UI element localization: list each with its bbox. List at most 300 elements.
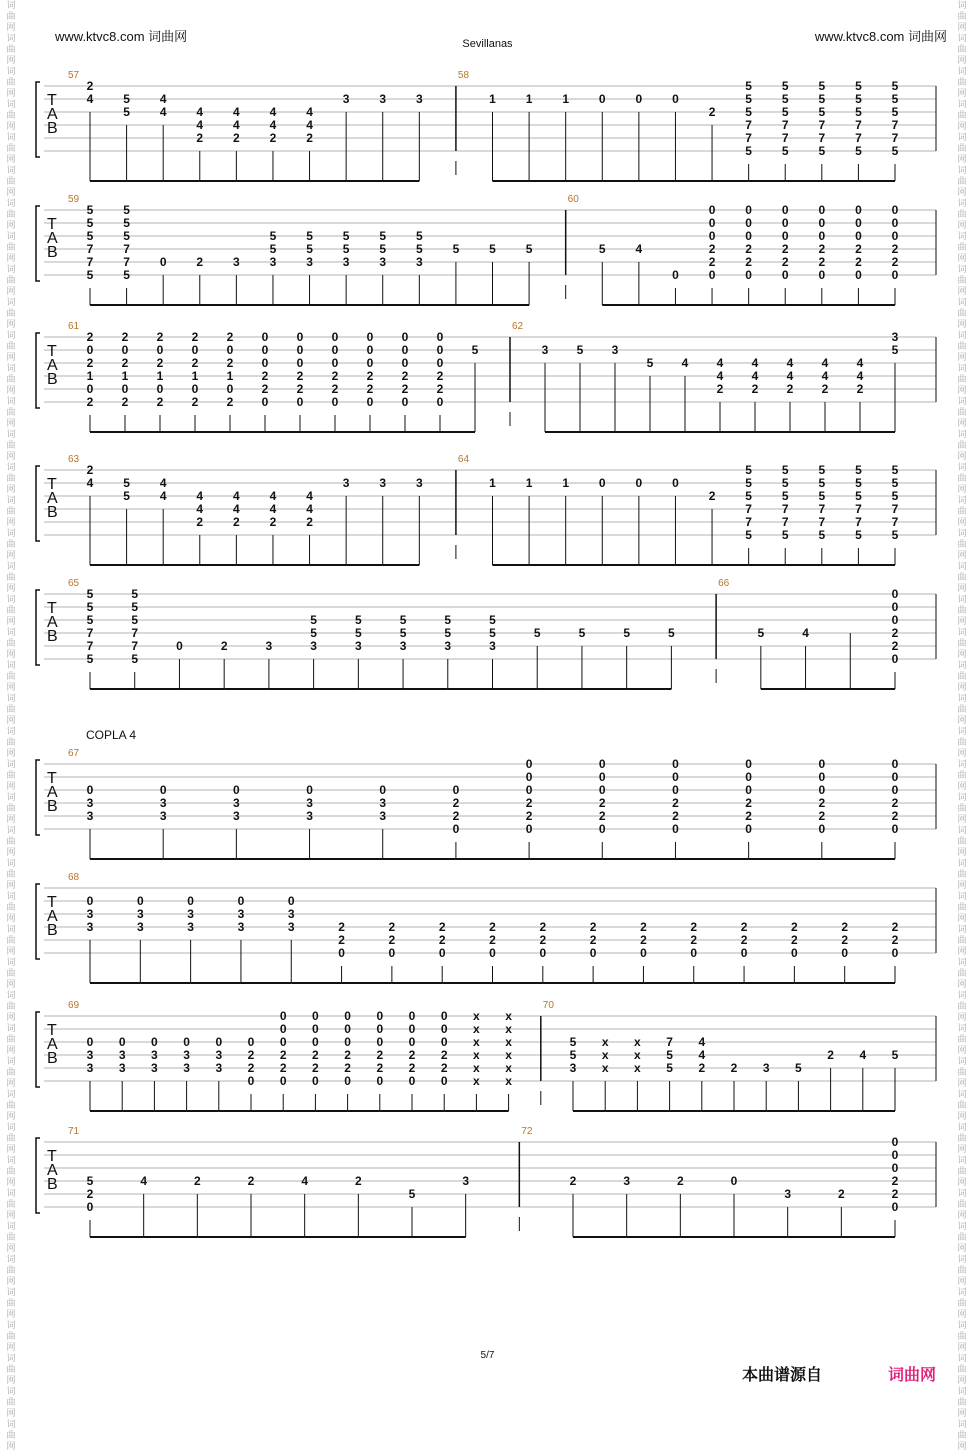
fret-number: 3 bbox=[237, 907, 245, 921]
fret-number: 4 bbox=[196, 502, 204, 516]
fret-number: 5 bbox=[354, 626, 362, 640]
fret-number: 5 bbox=[855, 463, 862, 477]
fret-number: 5 bbox=[818, 79, 826, 93]
fret-number: 2 bbox=[366, 382, 374, 396]
tab-clef-letter: A bbox=[47, 230, 58, 247]
fret-number: 2 bbox=[86, 79, 94, 93]
fret-number: 5 bbox=[757, 626, 765, 640]
fret-number: 0 bbox=[891, 229, 899, 243]
fret-number: 0 bbox=[191, 343, 199, 357]
fret-number: 5 bbox=[408, 1187, 416, 1201]
fret-number: 3 bbox=[762, 1061, 770, 1075]
fret-number: x bbox=[505, 1022, 512, 1036]
fret-number: 2 bbox=[791, 920, 798, 934]
fret-number: 5 bbox=[86, 268, 94, 282]
fret-number: 0 bbox=[640, 946, 647, 960]
tab-clef-letter: A bbox=[47, 357, 58, 374]
fret-number: 5 bbox=[86, 587, 94, 601]
fret-number: 3 bbox=[623, 1174, 631, 1188]
fret-number: 4 bbox=[269, 105, 277, 119]
fret-number: 3 bbox=[342, 255, 350, 269]
fret-number: 0 bbox=[226, 382, 234, 396]
fret-number: 0 bbox=[891, 1148, 899, 1162]
fret-number: 0 bbox=[740, 946, 748, 960]
fret-number: 5 bbox=[86, 203, 94, 217]
fret-number: 2 bbox=[891, 809, 899, 823]
fret-number: 2 bbox=[376, 1061, 384, 1075]
fret-number: 2 bbox=[452, 809, 460, 823]
measure-number: 57 bbox=[68, 70, 80, 81]
fret-number: 2 bbox=[569, 1174, 577, 1188]
fret-number: 0 bbox=[708, 268, 716, 282]
fret-number: 3 bbox=[151, 1061, 158, 1075]
fret-number: 3 bbox=[233, 809, 240, 823]
fret-number: 2 bbox=[745, 796, 752, 810]
fret-number: 0 bbox=[376, 1035, 384, 1049]
fret-number: 3 bbox=[891, 330, 899, 344]
fret-number: 2 bbox=[525, 809, 533, 823]
fret-number: 5 bbox=[818, 144, 826, 158]
fret-number: 0 bbox=[891, 1200, 899, 1214]
tab-clef-letter: B bbox=[47, 1050, 58, 1067]
fret-number: 0 bbox=[401, 395, 409, 409]
fret-number: 5 bbox=[745, 105, 752, 119]
fret-number: 5 bbox=[781, 463, 789, 477]
tab-clef-letter: T bbox=[47, 770, 57, 787]
fret-number: 0 bbox=[589, 946, 597, 960]
fret-number: 2 bbox=[296, 369, 304, 383]
fret-number: 5 bbox=[781, 476, 789, 490]
fret-number: 0 bbox=[745, 268, 752, 282]
fret-number: 5 bbox=[489, 242, 496, 256]
fret-number: 2 bbox=[121, 395, 129, 409]
fret-number: 5 bbox=[891, 92, 899, 106]
fret-number: 7 bbox=[891, 118, 899, 132]
fret-number: x bbox=[634, 1048, 641, 1062]
fret-number: 5 bbox=[855, 528, 862, 542]
fret-number: 0 bbox=[408, 1074, 416, 1088]
fret-number: 0 bbox=[745, 757, 752, 771]
fret-number: 0 bbox=[136, 894, 144, 908]
fret-number: 0 bbox=[440, 1074, 448, 1088]
fret-number: 4 bbox=[233, 105, 240, 119]
measure-number: 60 bbox=[567, 194, 579, 205]
fret-number: 4 bbox=[159, 105, 167, 119]
fret-number: 0 bbox=[436, 395, 444, 409]
fret-number: 0 bbox=[855, 268, 862, 282]
fret-number: 2 bbox=[338, 920, 345, 934]
fret-number: x bbox=[473, 1022, 480, 1036]
fret-number: 3 bbox=[342, 476, 350, 490]
tab-clef-letter: A bbox=[47, 908, 58, 925]
fret-number: 4 bbox=[821, 369, 829, 383]
fret-number: 0 bbox=[891, 652, 899, 666]
fret-number: 0 bbox=[891, 822, 899, 836]
fret-number: 0 bbox=[745, 783, 752, 797]
fret-number: 5 bbox=[818, 528, 826, 542]
fret-number: 0 bbox=[408, 1022, 416, 1036]
fret-number: 3 bbox=[118, 1048, 126, 1062]
fret-number: 3 bbox=[379, 476, 387, 490]
fret-number: 0 bbox=[672, 822, 679, 836]
fret-number: 0 bbox=[191, 382, 199, 396]
fret-number: 5 bbox=[818, 476, 826, 490]
fret-number: 0 bbox=[408, 1009, 416, 1023]
fret-number: 5 bbox=[123, 92, 130, 106]
fret-number: 2 bbox=[781, 255, 789, 269]
fret-number: 2 bbox=[312, 1061, 319, 1075]
fret-number: 2 bbox=[191, 395, 199, 409]
fret-number: 2 bbox=[672, 796, 679, 810]
fret-number: 5 bbox=[123, 105, 130, 119]
fret-number: 0 bbox=[344, 1022, 351, 1036]
fret-number: 4 bbox=[196, 489, 204, 503]
fret-number: 2 bbox=[676, 1174, 684, 1188]
fret-number: 3 bbox=[379, 255, 387, 269]
fret-number: 5 bbox=[891, 463, 899, 477]
fret-number: 2 bbox=[226, 395, 234, 409]
fret-number: 4 bbox=[802, 626, 809, 640]
fret-number: 5 bbox=[306, 229, 313, 243]
fret-number: 0 bbox=[855, 216, 862, 230]
fret-number: 2 bbox=[247, 1061, 255, 1075]
fret-number: 2 bbox=[539, 920, 547, 934]
fret-number: 4 bbox=[269, 489, 277, 503]
fret-number: 5 bbox=[131, 652, 139, 666]
fret-number: 3 bbox=[187, 907, 194, 921]
fret-number: 2 bbox=[331, 369, 339, 383]
fret-number: 0 bbox=[376, 1074, 384, 1088]
fret-number: 2 bbox=[821, 382, 829, 396]
fret-number: 0 bbox=[86, 343, 94, 357]
fret-number: 0 bbox=[635, 92, 643, 106]
fret-number: 7 bbox=[818, 515, 826, 529]
fret-number: 5 bbox=[306, 242, 313, 256]
fret-number: 3 bbox=[462, 1174, 470, 1188]
fret-number: 0 bbox=[436, 356, 444, 370]
fret-number: 5 bbox=[444, 626, 452, 640]
fret-number: 7 bbox=[818, 502, 826, 516]
fret-number: 7 bbox=[781, 131, 789, 145]
fret-number: 5 bbox=[666, 1048, 673, 1062]
fret-number: 0 bbox=[366, 330, 374, 344]
fret-number: 0 bbox=[598, 476, 606, 490]
fret-number: 3 bbox=[187, 920, 194, 934]
fret-number: 0 bbox=[401, 343, 409, 357]
fret-number: 0 bbox=[489, 946, 496, 960]
fret-number: 3 bbox=[287, 920, 295, 934]
fret-number: 2 bbox=[436, 369, 444, 383]
fret-number: 3 bbox=[306, 255, 313, 269]
fret-number: 3 bbox=[306, 796, 313, 810]
fret-number: 3 bbox=[183, 1061, 190, 1075]
tab-clef-letter: A bbox=[47, 1036, 58, 1053]
fret-number: 0 bbox=[818, 783, 826, 797]
system-bracket bbox=[36, 760, 40, 835]
watermark-right: 词曲网词曲网词曲网词曲网词曲网词曲网词曲网词曲网词曲网词曲网词曲网词曲网词曲网词曲网词曲网词曲网词曲网词曲网词曲网词曲网词曲网词曲网词曲网词曲网词曲网词曲网词曲网词曲网词曲网词曲网词曲网词曲网词曲网词曲网词曲网词曲网词曲网词曲网词曲网词曲网词曲网词曲网词曲网词曲网 bbox=[957, 0, 967, 1451]
fret-number: 3 bbox=[287, 907, 295, 921]
fret-number: 2 bbox=[640, 933, 647, 947]
fret-number: 0 bbox=[344, 1009, 351, 1023]
fret-number: 0 bbox=[86, 783, 94, 797]
fret-number: 3 bbox=[415, 92, 423, 106]
fret-number: 0 bbox=[344, 1035, 351, 1049]
fret-number: 4 bbox=[306, 105, 313, 119]
fret-number: 2 bbox=[279, 1061, 287, 1075]
fret-number: 2 bbox=[891, 639, 899, 653]
fret-number: 0 bbox=[818, 216, 826, 230]
fret-number: 0 bbox=[215, 1035, 223, 1049]
fret-number: 3 bbox=[233, 796, 240, 810]
fret-number: 0 bbox=[672, 476, 679, 490]
fret-number: 1 bbox=[156, 369, 164, 383]
fret-number: 5 bbox=[781, 92, 789, 106]
fret-number: x bbox=[634, 1035, 641, 1049]
tab-clef-letter: T bbox=[47, 600, 57, 617]
fret-number: 2 bbox=[841, 933, 849, 947]
fret-number: 2 bbox=[827, 1048, 834, 1062]
fret-number: 0 bbox=[86, 1200, 94, 1214]
fret-number: 2 bbox=[366, 369, 374, 383]
fret-number: 4 bbox=[716, 369, 724, 383]
fret-number: 0 bbox=[121, 382, 129, 396]
fret-number: 0 bbox=[233, 783, 240, 797]
fret-number: 3 bbox=[310, 639, 317, 653]
fret-number: 3 bbox=[399, 639, 407, 653]
fret-number: 3 bbox=[415, 476, 423, 490]
fret-number: 5 bbox=[379, 242, 387, 256]
fret-number: 4 bbox=[681, 356, 689, 370]
fret-number: 0 bbox=[672, 757, 679, 771]
fret-number: 0 bbox=[261, 330, 269, 344]
fret-number: 0 bbox=[745, 216, 752, 230]
fret-number: 5 bbox=[891, 105, 899, 119]
watermark-left: 词曲网词曲网词曲网词曲网词曲网词曲网词曲网词曲网词曲网词曲网词曲网词曲网词曲网词曲网词曲网词曲网词曲网词曲网词曲网词曲网词曲网词曲网词曲网词曲网词曲网词曲网词曲网词曲网词曲网词曲网词曲网词曲网词曲网词曲网词曲网词曲网词曲网词曲网词曲网词曲网词曲网词曲网词曲网词曲网 bbox=[6, 0, 16, 1451]
system-bracket bbox=[36, 884, 40, 959]
fret-number: 2 bbox=[408, 1048, 416, 1062]
fret-number: 5 bbox=[489, 626, 496, 640]
fret-number: 2 bbox=[247, 1174, 255, 1188]
fret-number: 5 bbox=[444, 613, 452, 627]
fret-number: 0 bbox=[121, 343, 129, 357]
fret-number: 5 bbox=[342, 242, 350, 256]
fret-number: 2 bbox=[196, 131, 204, 145]
fret-number: 5 bbox=[578, 626, 586, 640]
fret-number: 4 bbox=[140, 1174, 148, 1188]
fret-number: 5 bbox=[745, 463, 752, 477]
fret-number: 4 bbox=[751, 356, 759, 370]
fret-number: 7 bbox=[86, 639, 94, 653]
fret-number: 0 bbox=[525, 757, 533, 771]
fret-number: 5 bbox=[855, 144, 862, 158]
fret-number: 2 bbox=[598, 796, 606, 810]
fret-number: 5 bbox=[415, 229, 423, 243]
system-bracket bbox=[36, 1012, 40, 1087]
fret-number: 2 bbox=[452, 796, 460, 810]
fret-number: 2 bbox=[818, 809, 826, 823]
fret-number: 5 bbox=[569, 1048, 577, 1062]
fret-number: 0 bbox=[635, 476, 643, 490]
fret-number: 3 bbox=[86, 1061, 94, 1075]
fret-number: 4 bbox=[698, 1048, 706, 1062]
fret-number: 2 bbox=[408, 1061, 416, 1075]
fret-number: 3 bbox=[306, 809, 313, 823]
fret-number: 0 bbox=[312, 1022, 319, 1036]
fret-number: 2 bbox=[261, 369, 269, 383]
fret-number: 2 bbox=[401, 382, 409, 396]
fret-number: 3 bbox=[611, 343, 619, 357]
fret-number: 0 bbox=[261, 343, 269, 357]
fret-number: 0 bbox=[388, 946, 396, 960]
fret-number: 4 bbox=[196, 118, 204, 132]
fret-number: 2 bbox=[338, 933, 345, 947]
fret-number: 0 bbox=[745, 229, 752, 243]
fret-number: 2 bbox=[438, 933, 446, 947]
fret-number: 5 bbox=[781, 79, 789, 93]
site-header-left: www.ktvc8.com 词曲网 bbox=[55, 29, 188, 44]
fret-number: 0 bbox=[279, 1022, 287, 1036]
fret-number: 2 bbox=[786, 382, 794, 396]
song-title: Sevillanas bbox=[462, 38, 513, 50]
fret-number: 1 bbox=[562, 476, 570, 490]
fret-number: 5 bbox=[666, 1061, 673, 1075]
fret-number: 0 bbox=[331, 330, 339, 344]
fret-number: 0 bbox=[296, 395, 304, 409]
fret-number: 5 bbox=[781, 144, 789, 158]
fret-number: 2 bbox=[708, 255, 716, 269]
fret-number: 5 bbox=[855, 476, 862, 490]
fret-number: 0 bbox=[891, 587, 899, 601]
fret-number: 0 bbox=[672, 783, 679, 797]
fret-number: 0 bbox=[379, 783, 387, 797]
fret-number: 1 bbox=[562, 92, 570, 106]
fret-number: 0 bbox=[525, 783, 533, 797]
fret-number: 2 bbox=[261, 382, 269, 396]
fret-number: 0 bbox=[818, 822, 826, 836]
fret-number: 0 bbox=[672, 92, 679, 106]
fret-number: 0 bbox=[331, 343, 339, 357]
fret-number: 0 bbox=[891, 946, 899, 960]
fret-number: x bbox=[505, 1074, 512, 1088]
measure-number: 71 bbox=[68, 1126, 80, 1137]
fret-number: 2 bbox=[247, 1048, 255, 1062]
tab-clef-letter: T bbox=[47, 343, 57, 360]
fret-number: 2 bbox=[220, 639, 228, 653]
fret-number: 7 bbox=[745, 118, 752, 132]
fret-number: 5 bbox=[781, 105, 789, 119]
fret-number: 0 bbox=[525, 770, 533, 784]
tab-clef-letter: A bbox=[47, 784, 58, 801]
fret-number: 5 bbox=[745, 79, 752, 93]
tab-clef-letter: T bbox=[47, 476, 57, 493]
fret-number: 0 bbox=[672, 268, 679, 282]
fret-number: 3 bbox=[489, 639, 496, 653]
fret-number: 0 bbox=[818, 770, 826, 784]
fret-number: 0 bbox=[438, 946, 446, 960]
fret-number: 5 bbox=[891, 528, 899, 542]
tab-clef-letter: B bbox=[47, 1176, 58, 1193]
fret-number: 3 bbox=[784, 1187, 792, 1201]
fret-number: 2 bbox=[388, 920, 396, 934]
fret-number: 5 bbox=[399, 613, 407, 627]
fret-number: 0 bbox=[366, 356, 374, 370]
fret-number: 3 bbox=[541, 343, 549, 357]
site-header-right: www.ktvc8.com 词曲网 bbox=[814, 29, 947, 44]
fret-number: 5 bbox=[354, 613, 362, 627]
tab-clef-letter: T bbox=[47, 216, 57, 233]
fret-number: 0 bbox=[708, 216, 716, 230]
measure-number: 59 bbox=[68, 194, 80, 205]
fret-number: 5 bbox=[646, 356, 654, 370]
fret-number: 2 bbox=[525, 796, 533, 810]
fret-number: 0 bbox=[891, 783, 899, 797]
fret-number: 0 bbox=[708, 229, 716, 243]
fret-number: 0 bbox=[818, 203, 826, 217]
fret-number: 2 bbox=[690, 933, 698, 947]
fret-number: 2 bbox=[344, 1061, 351, 1075]
fret-number: 2 bbox=[708, 242, 716, 256]
fret-number: 0 bbox=[151, 1035, 158, 1049]
fret-number: 7 bbox=[745, 515, 752, 529]
fret-number: 4 bbox=[856, 369, 864, 383]
fret-number: x bbox=[601, 1061, 609, 1075]
fret-number: 0 bbox=[781, 203, 789, 217]
fret-number: 1 bbox=[121, 369, 129, 383]
fret-number: 0 bbox=[156, 343, 164, 357]
fret-number: 4 bbox=[269, 118, 277, 132]
fret-number: 3 bbox=[379, 92, 387, 106]
fret-number: 5 bbox=[123, 476, 130, 490]
fret-number: x bbox=[473, 1035, 480, 1049]
fret-number: 0 bbox=[891, 203, 899, 217]
fret-number: 5 bbox=[269, 242, 277, 256]
fret-number: 0 bbox=[690, 946, 698, 960]
fret-number: 5 bbox=[598, 242, 606, 256]
fret-number: 4 bbox=[159, 92, 167, 106]
fret-number: 2 bbox=[86, 395, 94, 409]
fret-number: 0 bbox=[598, 770, 606, 784]
fret-number: 0 bbox=[708, 203, 716, 217]
fret-number: 4 bbox=[269, 502, 277, 516]
fret-number: 5 bbox=[569, 1035, 577, 1049]
fret-number: 0 bbox=[891, 613, 899, 627]
fret-number: 2 bbox=[841, 920, 849, 934]
fret-number: 0 bbox=[891, 216, 899, 230]
fret-number: 2 bbox=[672, 809, 679, 823]
fret-number: 3 bbox=[233, 255, 240, 269]
fret-number: 0 bbox=[287, 894, 295, 908]
fret-number: 2 bbox=[388, 933, 396, 947]
system-bracket bbox=[36, 466, 40, 541]
fret-number: 4 bbox=[821, 356, 829, 370]
brand-logo: 词曲网 bbox=[888, 1367, 937, 1384]
fret-number: 4 bbox=[698, 1035, 706, 1049]
fret-number: 3 bbox=[136, 907, 144, 921]
tab-clef-letter: B bbox=[47, 798, 58, 815]
fret-number: 4 bbox=[159, 476, 167, 490]
fret-number: 0 bbox=[247, 1074, 255, 1088]
fret-number: 3 bbox=[237, 920, 245, 934]
fret-number: 0 bbox=[598, 757, 606, 771]
fret-number: 2 bbox=[781, 242, 789, 256]
fret-number: x bbox=[505, 1035, 512, 1049]
fret-number: 0 bbox=[745, 770, 752, 784]
fret-number: 0 bbox=[598, 92, 606, 106]
fret-number: 0 bbox=[436, 343, 444, 357]
fret-number: 2 bbox=[891, 626, 899, 640]
measure-number: 66 bbox=[718, 578, 730, 589]
fret-number: 3 bbox=[379, 809, 387, 823]
